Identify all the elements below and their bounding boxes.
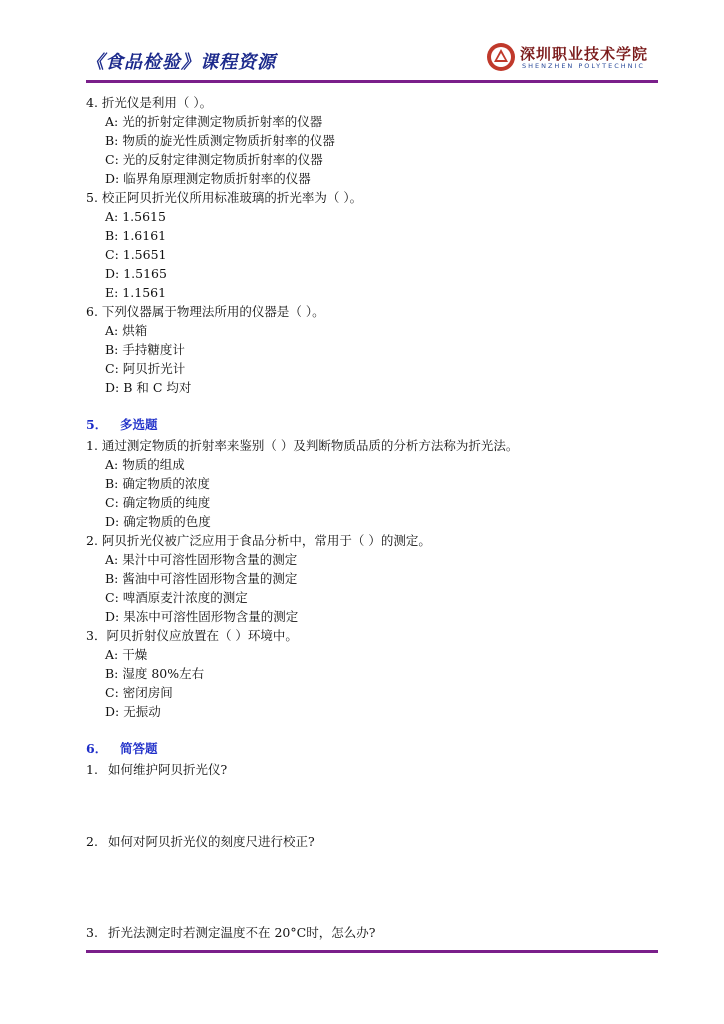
- short-answer-question: [86, 760, 658, 779]
- short-answer-question: [86, 832, 658, 851]
- option-item: B: 湿度 80%左右: [105, 666, 205, 681]
- option-item: B: 酱油中可溶性固形物含量的测定: [105, 571, 298, 586]
- question-block: [86, 531, 658, 626]
- course-title: 《食品检验》课程资源: [86, 52, 276, 73]
- option-item: C: 阿贝折光计: [105, 361, 186, 376]
- section-heading-multiple-choice: [86, 415, 658, 434]
- question-number: 2.: [86, 834, 98, 849]
- option-item: C: 密闭房间: [105, 685, 173, 700]
- question-text: 3．阿贝折射仪应放置在（ ）环境中。: [86, 628, 298, 643]
- school-name-cn: 深圳职业技术学院: [520, 45, 649, 63]
- question-number: 3.: [86, 925, 98, 940]
- option-item: B: 确定物质的浓度: [105, 476, 210, 491]
- answer-space: [86, 779, 658, 832]
- option-item: A: 果汁中可溶性固形物含量的测定: [105, 552, 298, 567]
- footer-divider: [86, 950, 658, 953]
- option-item: B: 物质的旋光性质测定物质折射率的仪器: [105, 133, 335, 148]
- question-text: 折光法测定时若测定温度不在 20°C时，怎么办?: [108, 925, 376, 940]
- question-number: 1.: [86, 762, 98, 777]
- option-item: D: 果冻中可溶性固形物含量的测定: [105, 609, 299, 624]
- section-title: 简答题: [120, 741, 158, 756]
- option-item: C: 光的反射定律测定物质折射率的仪器: [105, 152, 323, 167]
- page-header: [86, 36, 658, 80]
- section-heading-short-answer: [86, 739, 658, 758]
- section-title: 多选题: [120, 417, 158, 432]
- question-text: 如何维护阿贝折光仪?: [108, 762, 228, 777]
- header-divider: [86, 80, 658, 83]
- question-text: 5. 校正阿贝折光仪所用标准玻璃的折光率为（ ）。: [86, 190, 363, 205]
- option-item: C: 1.5651: [105, 247, 167, 262]
- option-item: D: B 和 C 均对: [105, 380, 192, 395]
- question-block: [86, 436, 658, 531]
- option-item: B: 1.6161: [105, 228, 167, 243]
- question-block: [86, 302, 658, 397]
- document-body: [86, 93, 658, 942]
- question-text: 1. 通过测定物质的折射率来鉴别（ ）及判断物质品质的分析方法称为折光法。: [86, 438, 519, 453]
- option-item: C: 啤酒原麦汁浓度的测定: [105, 590, 248, 605]
- question-text: 如何对阿贝折光仪的刻度尺进行校正?: [108, 834, 315, 849]
- option-item: C: 确定物质的纯度: [105, 495, 211, 510]
- answer-space: [86, 851, 658, 923]
- short-answer-question: [86, 923, 658, 942]
- option-item: D: 无振动: [105, 704, 161, 719]
- option-item: E: 1.1561: [105, 285, 167, 300]
- question-block: [86, 188, 658, 302]
- option-item: A: 物质的组成: [105, 457, 185, 472]
- question-block: [86, 626, 658, 721]
- school-seal-icon: [486, 42, 516, 72]
- section-number: 6．: [86, 741, 108, 756]
- question-text: 4. 折光仪是利用（ ）。: [86, 95, 213, 110]
- option-item: D: 1.5165: [105, 266, 167, 281]
- option-item: A: 1.5615: [105, 209, 166, 224]
- option-item: D: 确定物质的色度: [105, 514, 211, 529]
- school-name-en: SHENZHEN POLYTECHNIC: [522, 62, 645, 70]
- option-item: A: 烘箱: [105, 323, 148, 338]
- section-number: 5．: [86, 417, 108, 432]
- option-item: B: 手持糖度计: [105, 342, 185, 357]
- option-item: A: 光的折射定律测定物质折射率的仪器: [105, 114, 323, 129]
- question-text: 2. 阿贝折光仪被广泛应用于食品分析中，常用于（ ）的测定。: [86, 533, 431, 548]
- question-text: 6. 下列仪器属于物理法所用的仪器是（ ）。: [86, 304, 325, 319]
- option-item: A: 干燥: [105, 647, 148, 662]
- option-item: D: 临界角原理测定物质折射率的仪器: [105, 171, 311, 186]
- school-logo: [486, 40, 648, 76]
- question-block: [86, 93, 658, 188]
